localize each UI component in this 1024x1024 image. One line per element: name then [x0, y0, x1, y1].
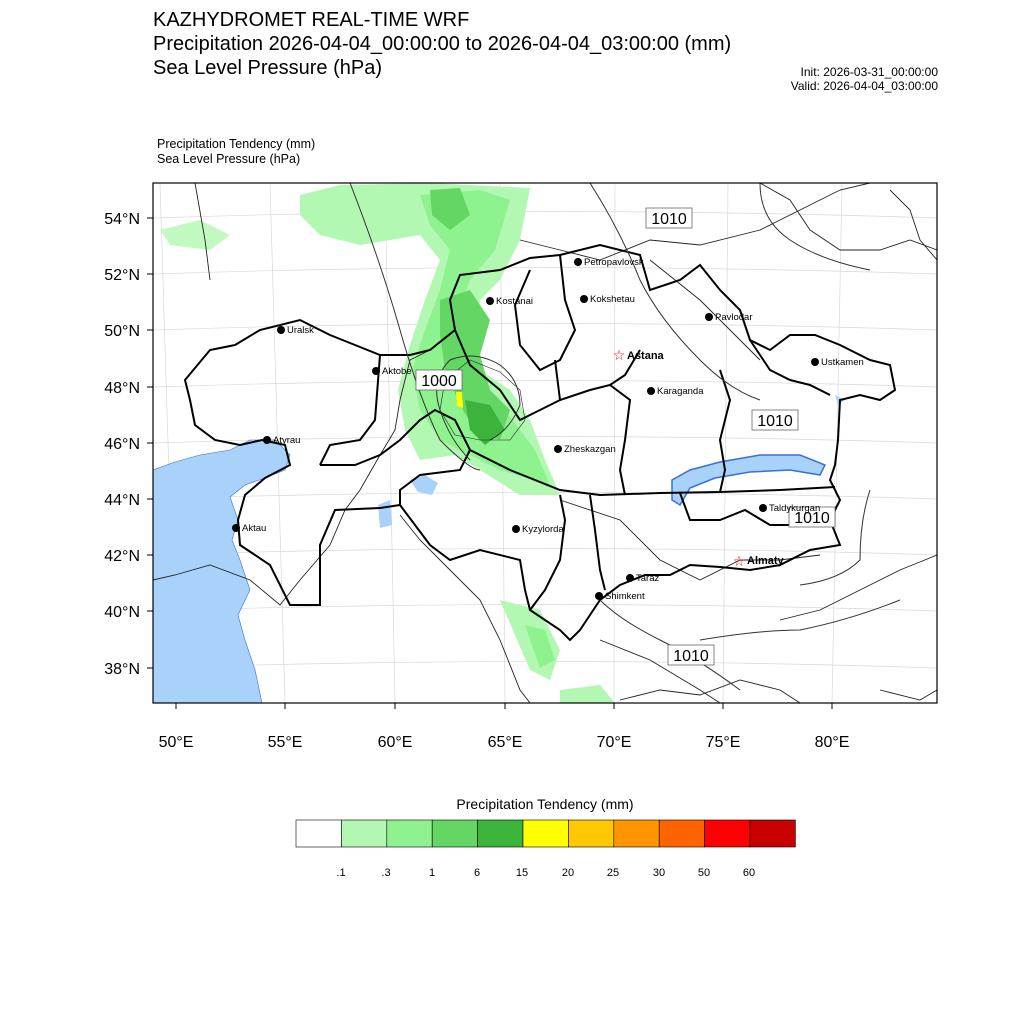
lat-label: 44°N — [104, 492, 140, 509]
city-label: Karaganda — [657, 386, 704, 397]
colorbar-tick: 30 — [652, 867, 666, 879]
lon-label: 75°E — [705, 734, 741, 751]
lon-label: 65°E — [487, 734, 523, 751]
lon-label: 80°E — [814, 734, 850, 751]
city-pavlodar — [705, 312, 753, 323]
lon-label: 50°E — [158, 734, 194, 751]
colorbar-swatch — [705, 820, 750, 847]
colorbar-tick: 20 — [561, 867, 575, 879]
city-almaty — [733, 553, 785, 569]
lon-label: 60°E — [377, 734, 413, 751]
colorbar-swatch — [387, 820, 432, 847]
city-label: Shimkent — [605, 591, 645, 602]
city-label: Taraz — [636, 573, 660, 584]
isobar-label: 1010 — [794, 510, 830, 527]
city-label: Kokshetau — [590, 294, 635, 305]
colorbar-swatch — [659, 820, 704, 847]
colorbar — [296, 820, 795, 847]
lon-label: 55°E — [267, 734, 303, 751]
city-label: Atyrau — [273, 435, 301, 446]
lat-label: 48°N — [104, 380, 140, 397]
colorbar-tick: 50 — [697, 867, 711, 879]
city-label: Kostanai — [496, 296, 533, 307]
colorbar-tick: 15 — [515, 867, 529, 879]
lake-balkhash — [672, 455, 825, 505]
city-karaganda — [647, 386, 704, 397]
colorbar-swatch — [478, 820, 523, 847]
lat-label: 54°N — [104, 211, 140, 228]
city-label: Astana — [627, 350, 664, 362]
colorbar-tick: .3 — [381, 867, 391, 879]
city-label: Zheskazgan — [564, 444, 616, 455]
colorbar-tick: 6 — [473, 867, 481, 879]
city-astana — [613, 347, 665, 363]
city-label: Almaty — [747, 555, 784, 567]
city-label: Aktobe — [382, 366, 412, 377]
city-label: Petropavlovsk — [584, 257, 644, 268]
map-plot-area — [153, 183, 937, 703]
city-kokshetau — [580, 294, 635, 305]
city-shimkent — [595, 591, 645, 602]
colorbar-tick: 25 — [606, 867, 620, 879]
title-precip: Precipitation 2026-04-04_00:00:00 to 2026-04-04_03:00:00 (mm) — [153, 33, 732, 55]
colorbar-swatch — [750, 820, 795, 847]
lat-label: 40°N — [104, 604, 140, 621]
colorbar-swatch — [296, 820, 341, 847]
capital-star-icon: ☆ — [732, 553, 746, 569]
city-label: Ustkamen — [821, 357, 864, 368]
isobar-label: 1010 — [651, 211, 687, 228]
colorbar-swatch — [523, 820, 568, 847]
lat-label: 50°N — [104, 323, 140, 340]
colorbar-tick: .1 — [336, 867, 346, 879]
city-taraz — [626, 573, 659, 584]
colorbar-swatch — [341, 820, 386, 847]
caspian-sea — [153, 440, 290, 703]
colorbar-tick: 60 — [742, 867, 756, 879]
city-label: Aktau — [242, 523, 267, 534]
plot-subtitle-precip: Precipitation Tendency (mm) — [157, 137, 316, 151]
lat-label: 42°N — [104, 548, 140, 565]
plot-subtitle-slp: Sea Level Pressure (hPa) — [157, 152, 301, 166]
city-aktau — [232, 523, 266, 534]
colorbar-swatch — [432, 820, 477, 847]
isobar-label: 1010 — [673, 648, 709, 665]
title-slp: Sea Level Pressure (hPa) — [153, 57, 383, 79]
lat-label: 52°N — [104, 267, 140, 284]
longitude-labels — [159, 734, 850, 751]
city-kyzylorda — [512, 524, 564, 535]
capital-star-icon: ☆ — [612, 347, 626, 363]
lat-label: 38°N — [104, 661, 140, 678]
lon-label: 70°E — [596, 734, 632, 751]
valid-time: Valid: 2026-04-04_03:00:00 — [790, 79, 938, 93]
title-main: KAZHYDROMET REAL-TIME WRF — [153, 9, 470, 31]
colorbar-swatch — [568, 820, 613, 847]
city-label: Uralsk — [287, 325, 314, 336]
precip-yellow — [456, 392, 463, 408]
city-zheskazgan — [554, 444, 616, 455]
city-uralsk — [277, 325, 314, 336]
city-label: Taldykurgan — [769, 503, 821, 514]
latitude-labels — [104, 211, 140, 678]
isobar-label: 1010 — [757, 413, 793, 430]
colorbar-title: Precipitation Tendency (mm) — [456, 796, 634, 812]
colorbar-swatch — [614, 820, 659, 847]
city-ustkamen — [811, 357, 864, 368]
isobar-label: 1000 — [421, 373, 457, 390]
city-label: Kyzylorda — [522, 524, 564, 535]
colorbar-tick: 1 — [428, 867, 436, 879]
lat-label: 46°N — [104, 436, 140, 453]
city-label: Pavlodar — [715, 312, 753, 323]
city-kostanai — [486, 296, 533, 307]
init-time: Init: 2026-03-31_00:00:00 — [800, 65, 938, 79]
city-petropavlovsk — [574, 257, 644, 268]
city-taldykurgan — [759, 503, 820, 514]
